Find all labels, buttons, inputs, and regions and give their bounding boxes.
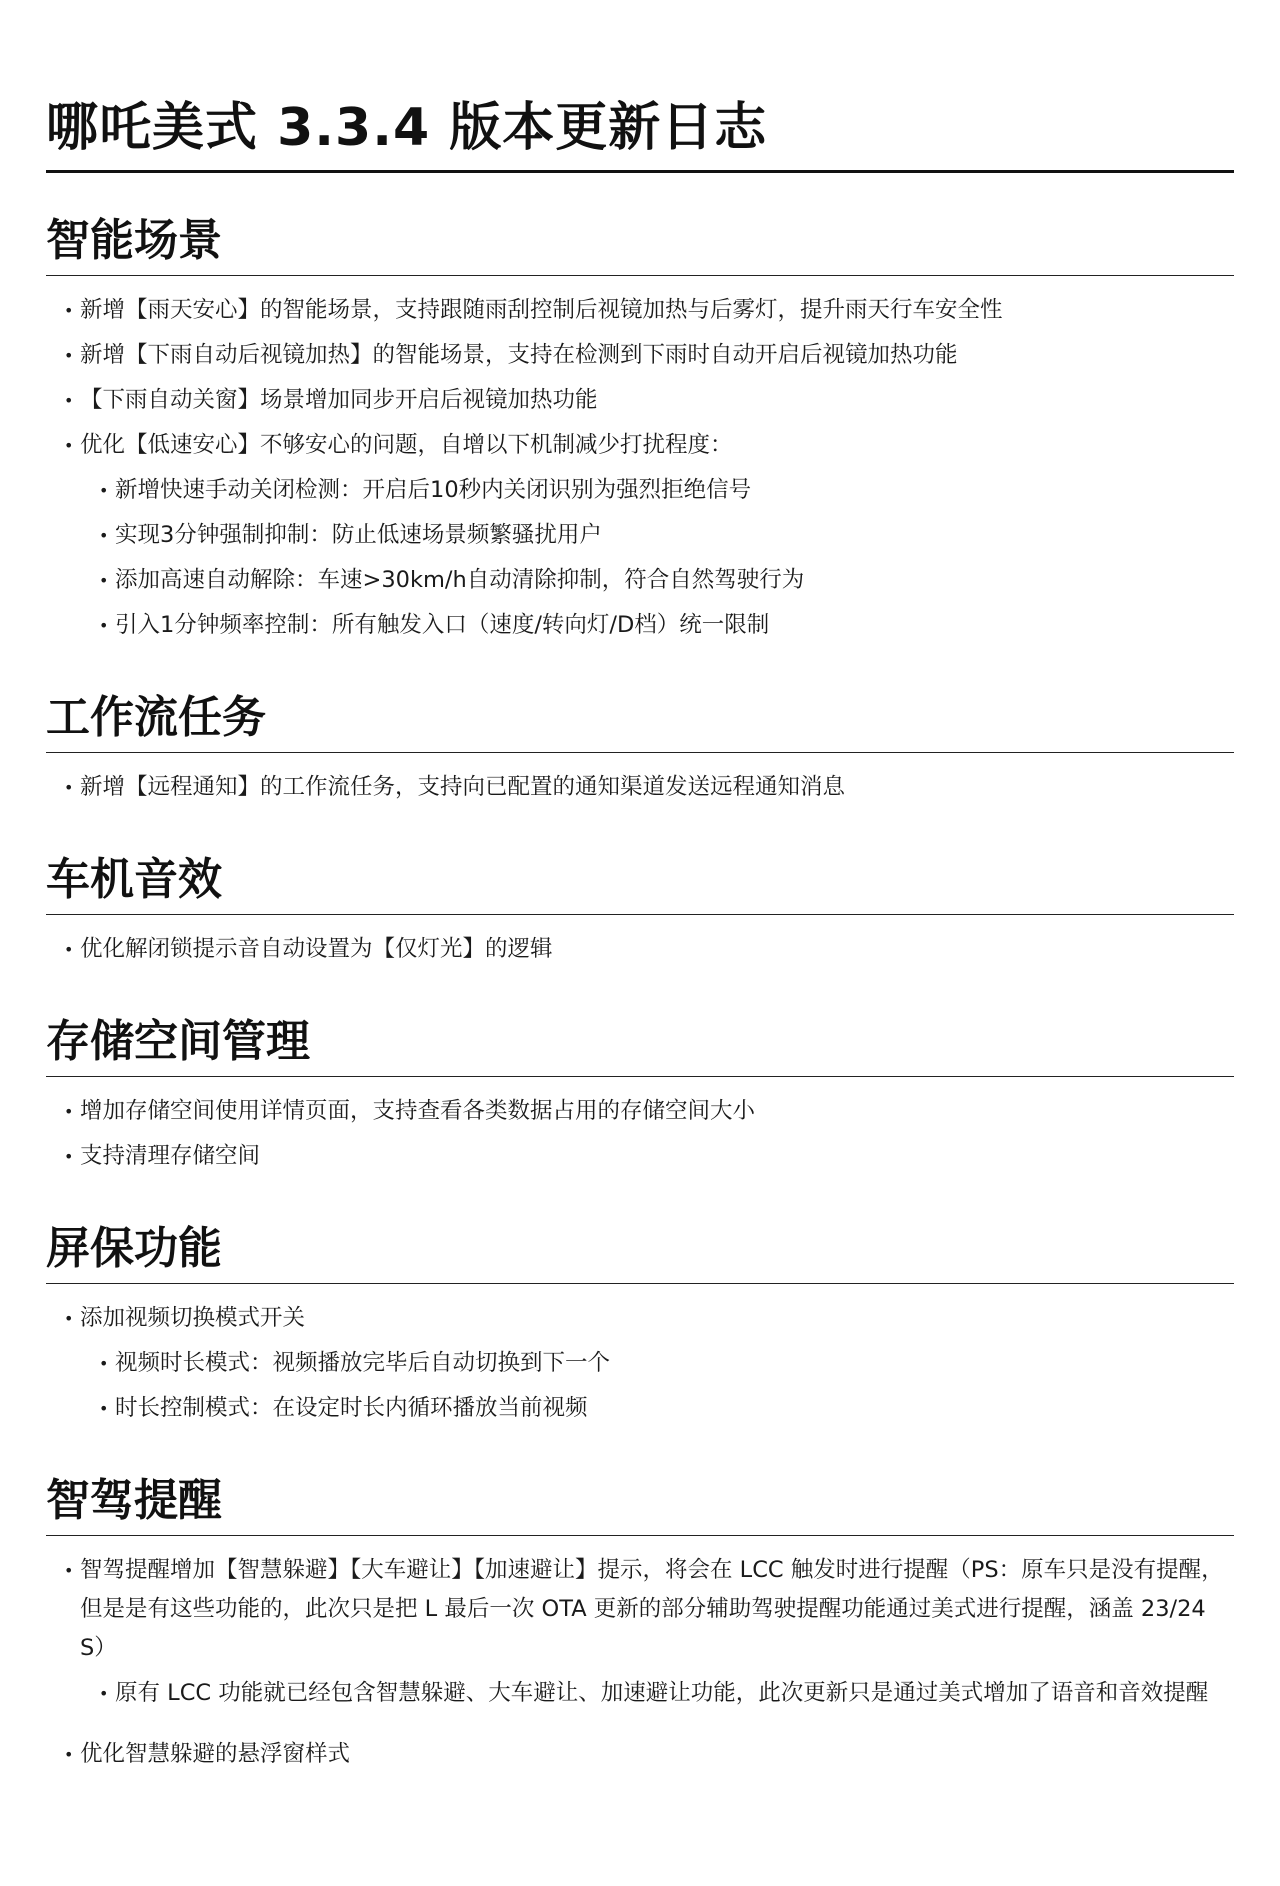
- page-title: 哪吒美式 3.3.4 版本更新日志: [46, 98, 768, 158]
- section-divider: [46, 914, 1234, 915]
- item-list: [46, 1296, 1234, 1431]
- list-item: • 添加视频切换模式开关: [46, 1296, 1234, 1341]
- section-head-unit-sounds: [46, 852, 1234, 972]
- section-assisted-driving-alerts: [46, 1473, 1234, 1777]
- section-heading: 工作流任务: [46, 692, 266, 743]
- section-divider: [46, 1076, 1234, 1077]
- section-heading: 智能场景: [46, 215, 222, 266]
- title-divider: [46, 170, 1234, 173]
- item-list: [46, 1089, 1234, 1179]
- list-item: • 优化解闭锁提示音自动设置为【仅灯光】的逻辑: [46, 927, 1234, 972]
- sub-list-item: • 视频时长模式：视频播放完毕后自动切换到下一个: [46, 1341, 1234, 1386]
- list-item: • 支持清理存储空间: [46, 1134, 1234, 1179]
- list-item: • 新增【下雨自动后视镜加热】的智能场景，支持在检测到下雨时自动开启后视镜加热功能: [46, 333, 1234, 378]
- list-item: • 智驾提醒增加【智慧躲避】【大车避让】【加速避让】提示，将会在 LCC 触发时进行提醒（PS：原车只是没有提醒，但是是有这些功能的，此次只是把 L 最后一次 OTA 更新的部分辅助驾驶提醒功能通过美式进行提醒，涵盖 23/24 S）: [46, 1548, 1234, 1671]
- item-list: [46, 927, 1234, 972]
- item-list: [46, 765, 1234, 810]
- section-heading: 存储空间管理: [46, 1016, 310, 1067]
- item-list: [46, 1548, 1234, 1777]
- section-storage-management: [46, 1014, 1234, 1179]
- list-item: • 新增【远程通知】的工作流任务，支持向已配置的通知渠道发送远程通知消息: [46, 765, 1234, 810]
- list-item: • 优化智慧躲避的悬浮窗样式: [46, 1732, 1234, 1777]
- section-smart-scenes: [46, 213, 1234, 648]
- section-divider: [46, 1535, 1234, 1536]
- list-item: • 【下雨自动关窗】场景增加同步开启后视镜加热功能: [46, 378, 1234, 423]
- sub-list-item: • 添加高速自动解除：车速>30km/h自动清除抑制，符合自然驾驶行为: [46, 558, 1234, 603]
- section-divider: [46, 275, 1234, 276]
- section-heading: 屏保功能: [46, 1223, 222, 1274]
- list-item: • 新增【雨天安心】的智能场景，支持跟随雨刮控制后视镜加热与后雾灯，提升雨天行车安全性: [46, 288, 1234, 333]
- item-list: [46, 288, 1234, 648]
- section-screensaver: [46, 1221, 1234, 1431]
- sub-list-item: • 新增快速手动关闭检测：开启后10秒内关闭识别为强烈拒绝信号: [46, 468, 1234, 513]
- sub-list-item: • 时长控制模式：在设定时长内循环播放当前视频: [46, 1386, 1234, 1431]
- list-item: • 增加存储空间使用详情页面，支持查看各类数据占用的存储空间大小: [46, 1089, 1234, 1134]
- section-divider: [46, 752, 1234, 753]
- section-workflow-tasks: [46, 690, 1234, 810]
- sub-list-item: • 原有 LCC 功能就已经包含智慧躲避、大车避让、加速避让功能，此次更新只是通过美式增加了语音和音效提醒: [46, 1671, 1234, 1716]
- sub-list-item: • 实现3分钟强制抑制：防止低速场景频繁骚扰用户: [46, 513, 1234, 558]
- sub-list-item: • 引入1分钟频率控制：所有触发入口（速度/转向灯/D档）统一限制: [46, 603, 1234, 648]
- section-divider: [46, 1283, 1234, 1284]
- section-heading: 智驾提醒: [46, 1475, 222, 1526]
- list-item: • 优化【低速安心】不够安心的问题，自增以下机制减少打扰程度：: [46, 423, 1234, 468]
- section-heading: 车机音效: [46, 854, 222, 905]
